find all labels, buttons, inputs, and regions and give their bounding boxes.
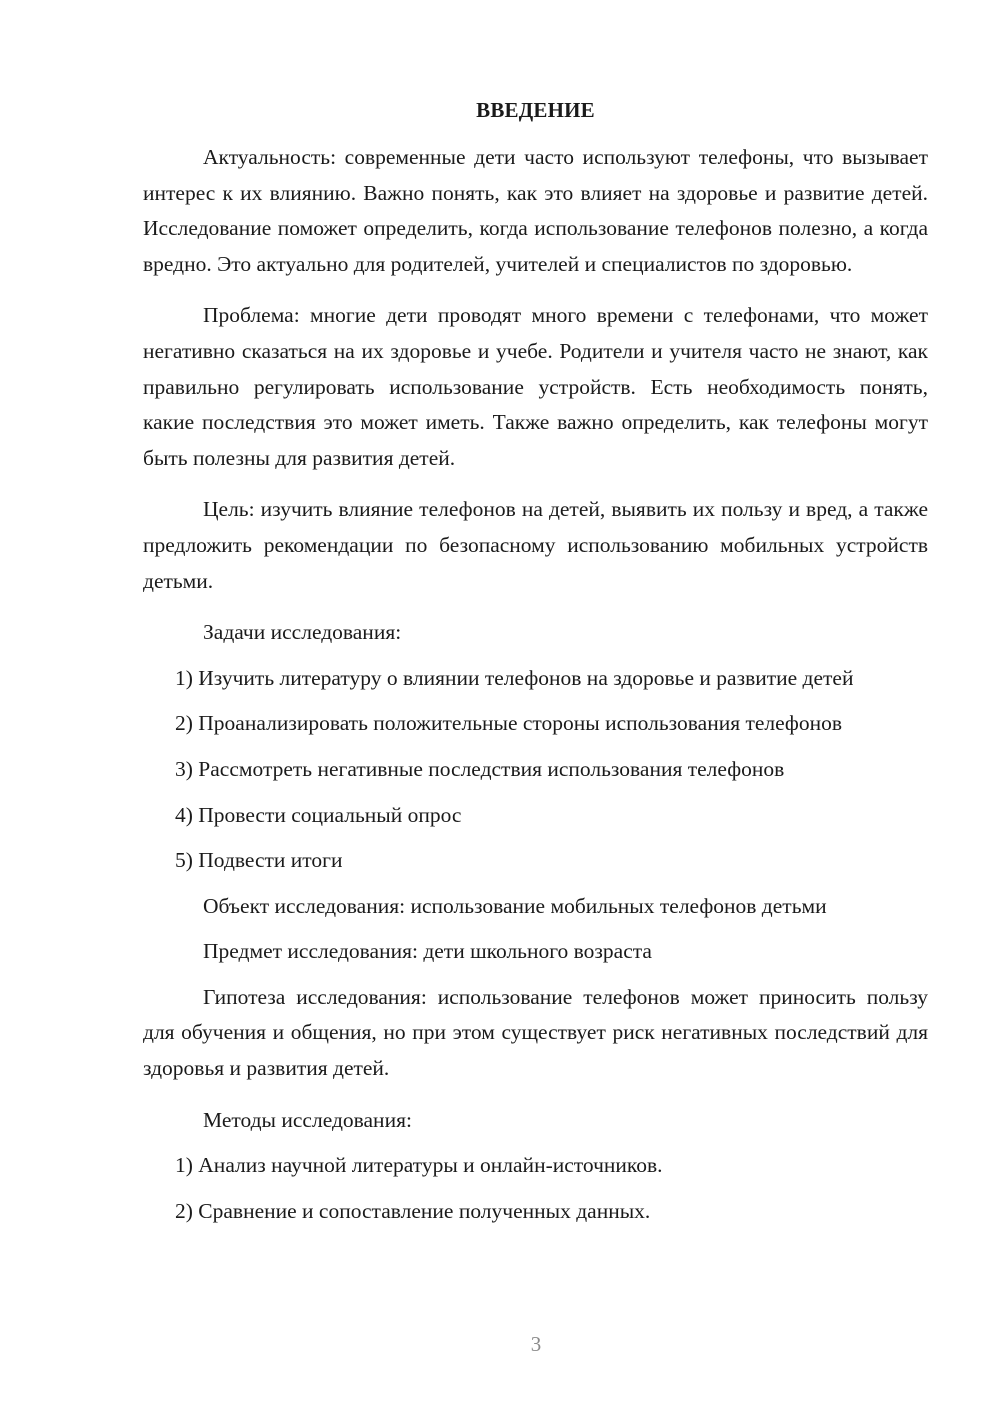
task-item: 4) Провести социальный опрос [175,802,462,827]
hypothesis-paragraph: Гипотеза исследования: использование телефонов может приносить пользу для обучения и общения, но при этом существует риск негативных последствий для здоровья и развития детей. [143,984,928,1081]
method-item: 1) Анализ научной литературы и онлайн-источников. [175,1153,663,1178]
task-item: 2) Проанализировать положительные стороны использования телефонов [175,711,843,736]
task-item: 3) Рассмотреть негативные последствия использования телефонов [175,756,785,781]
research-object: Объект исследования: использование мобильных телефонов детьми [203,893,827,918]
methods-heading: Методы исследования: [203,1107,412,1132]
methods-list [143,1148,928,1229]
tasks-heading: Задачи исследования: [203,620,402,645]
method-item: 2) Сравнение и сопоставление полученных данных. [175,1198,651,1223]
research-subject: Предмет исследования: дети школьного возраста [203,939,652,964]
task-item: 1) Изучить литературу о влиянии телефонов на здоровье и развитие детей [175,665,854,690]
relevance-paragraph: Актуальность: современные дети часто используют телефоны, что вызывает интерес к их влиянию. Важно понять, как это влияет на здоровье и развитие детей. Исследование поможет определить, когда использование телефонов полезно, а когда вредно. Это актуально для родителей, учителей и специалистов по здоровью. [143,145,928,276]
task-item: 5) Подвести итоги [175,848,343,873]
tasks-list [143,661,928,879]
goal-paragraph: Цель: изучить влияние телефонов на детей, выявить их пользу и вред, а также предложить рекомендации по безопасному использованию мобильных устройств детьми. [143,497,928,593]
section-title: ВВЕДЕНИЕ [476,98,595,122]
page-number: 3 [530,1332,542,1356]
document-page [143,94,928,1239]
problem-paragraph: Проблема: многие дети проводят много времени с телефонами, что может негативно сказаться на их здоровье и учебе. Родители и учителя часто не знают, как правильно регулировать использование устройств. Есть необходимость понять, какие последствия это может иметь. Также важно определить, как телефоны могут быть полезны для развития детей. [143,303,928,470]
